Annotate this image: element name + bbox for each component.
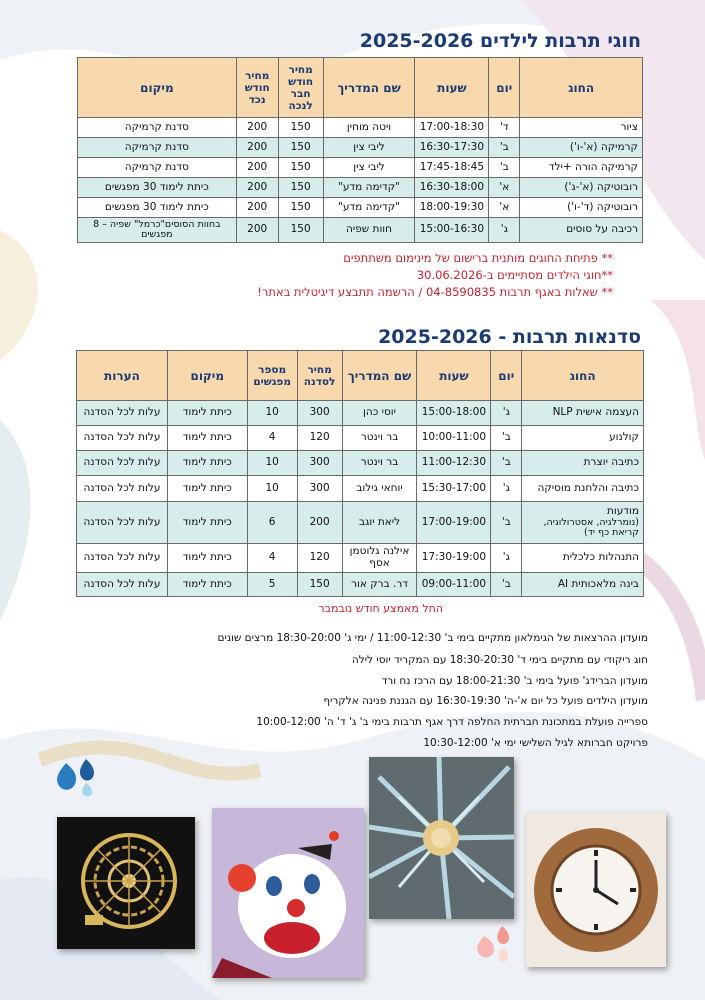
cell-instructor: בר וינטר [342, 451, 417, 476]
drops-decoration-icon [472, 924, 514, 964]
cell-instructor: בר וינטר [342, 426, 417, 451]
cell-location: כיתת לימוד [167, 502, 247, 544]
cell-sessions: 10 [247, 401, 297, 426]
cell-location: כיתת לימוד 30 מפגשים [78, 198, 237, 218]
clown-painting-image [212, 808, 364, 978]
cell-day: א' [489, 198, 520, 218]
table-row [78, 218, 643, 243]
cell-price: 200 [297, 502, 342, 544]
cell-class: העצמה אישית NLP [522, 401, 644, 426]
cell-grandchild-price: 200 [236, 218, 278, 243]
cell-class: קרמיקה הורה +ילד [520, 158, 643, 178]
club-line-lectures: מועדון ההרצאות של הגימלאון מתקיים בימי ב' 11:00-12:30 / ימי ג' 18:30-20:00 מרצים שונים [217, 632, 648, 644]
cell-class: רובוטיקה (א'-ג') [520, 178, 643, 198]
cell-price: 300 [297, 476, 342, 502]
note-min-participants: ** פתיחת החוגים מותנית ברישום של מינימום משתתפים [343, 251, 613, 265]
cell-day: ב' [491, 426, 522, 451]
cell-grandchild-price: 200 [236, 198, 278, 218]
cell-class-subtitle: (נומרלגיה, אסטרולוגיה, קריאת כף יד) [543, 516, 639, 539]
cell-instructor: ויטה מוחין [323, 118, 415, 138]
cell-day: ב' [489, 138, 520, 158]
cell-hours: 17:30-19:00 [417, 544, 491, 573]
cell-location: כיתת לימוד [167, 401, 247, 426]
cell-day: ג' [491, 476, 522, 502]
cell-hours: 15:00-18:00 [417, 401, 491, 426]
cell-class: כתיבה יוצרת [522, 451, 644, 476]
cell-hours: 16:30-18:00 [415, 178, 489, 198]
photo-filigree-pendant [57, 817, 195, 949]
cell-member-price: 150 [278, 218, 323, 243]
cell-instructor: "קדימה מדע" [323, 198, 415, 218]
col-header-day: יום [489, 58, 520, 118]
cell-sessions: 10 [247, 476, 297, 502]
cell-price: 120 [297, 426, 342, 451]
table-header-row [78, 58, 643, 118]
cell-instructor: דר. ברק אור [342, 573, 417, 597]
cell-grandchild-price: 200 [236, 138, 278, 158]
table-row [78, 198, 643, 218]
cell-hours: 11:00-12:30 [417, 451, 491, 476]
cell-hours: 15:30-17:00 [417, 476, 491, 502]
drops-decoration-icon [52, 757, 100, 799]
cell-sessions: 5 [247, 573, 297, 597]
cell-day: ד' [489, 118, 520, 138]
note-contact: ** שאלות באגף תרבות 04-8590835 / הרשמה תתבצע דיגיטלית באתר! [257, 285, 613, 299]
workshops-start-note: החל מאמצע חודש נובמבר [318, 602, 443, 615]
cell-class [522, 502, 644, 544]
cell-class: קרמיקה (א'-ו') [520, 138, 643, 158]
cell-day: ב' [489, 158, 520, 178]
cell-remarks: עלות לכל הסדנה [77, 451, 168, 476]
table-row [78, 118, 643, 138]
cell-remarks: עלות לכל הסדנה [77, 401, 168, 426]
cell-grandchild-price: 200 [236, 118, 278, 138]
cell-day: ג' [491, 544, 522, 573]
photo-ceramic-plate [369, 757, 514, 919]
cell-hours: 15:00-16:30 [415, 218, 489, 243]
col-header-hours: שעות [415, 58, 489, 118]
cell-price: 150 [297, 573, 342, 597]
col-header-day: יום [491, 351, 522, 401]
cell-instructor: אילנה גלוטמן אסף [342, 544, 417, 573]
cell-location: כיתת לימוד 30 מפגשים [78, 178, 237, 198]
cell-instructor: ליבי צין [323, 158, 415, 178]
cell-location: כיתת לימוד [167, 476, 247, 502]
cell-sessions: 4 [247, 426, 297, 451]
wooden-clock-image [526, 812, 666, 967]
cell-instructor: יוחאי גילוב [342, 476, 417, 502]
cell-day: ג' [491, 401, 522, 426]
cell-location: סדנת קרמיקה [78, 118, 237, 138]
cell-day: א' [489, 178, 520, 198]
col-header-price: מחיר לסדנה [297, 351, 342, 401]
cell-price: 300 [297, 451, 342, 476]
cell-hours: 17:45-18:45 [415, 158, 489, 178]
cell-member-price: 150 [278, 138, 323, 158]
cell-location: כיתת לימוד [167, 426, 247, 451]
cell-remarks: עלות לכל הסדנה [77, 426, 168, 451]
cell-location: בחוות הסוסים"כרמל" שפיה – 8 מפגשים [78, 218, 237, 243]
table-row [78, 158, 643, 178]
table-row [78, 138, 643, 158]
club-line-bridge: מועדון הברידג' פועל בימי ב' 18:00-21:30 עם הרכז נח ורד [381, 675, 648, 687]
table-row [77, 401, 644, 426]
cell-class: רובוטיקה (ד'-ו') [520, 198, 643, 218]
col-header-instructor: שם המדריך [323, 58, 415, 118]
col-header-sessions: מספר מפגשים [247, 351, 297, 401]
filigree-pendant-image [57, 817, 195, 949]
table-row [77, 544, 644, 573]
note-end-date: **חוגי הילדים מסתיימים ב-30.06.2026 [416, 268, 613, 282]
cell-member-price: 150 [278, 198, 323, 218]
cell-member-price: 150 [278, 158, 323, 178]
cell-instructor: חוות שפיה [323, 218, 415, 243]
table-row [78, 178, 643, 198]
children-classes-table [77, 57, 643, 243]
table-row [77, 426, 644, 451]
cell-location: סדנת קרמיקה [78, 138, 237, 158]
cell-remarks: עלות לכל הסדנה [77, 476, 168, 502]
cell-sessions: 6 [247, 502, 297, 544]
col-header-remarks: הערות [77, 351, 168, 401]
cell-day: ג' [489, 218, 520, 243]
cell-hours: 09:00-11:00 [417, 573, 491, 597]
section1-title: חוגי תרבות לילדים 2025-2026 [359, 30, 641, 52]
cell-class: ציור [520, 118, 643, 138]
cell-location: כיתת לימוד [167, 573, 247, 597]
cell-price: 120 [297, 544, 342, 573]
cell-sessions: 4 [247, 544, 297, 573]
cell-grandchild-price: 200 [236, 178, 278, 198]
cell-hours: 17:00-18:30 [415, 118, 489, 138]
cell-grandchild-price: 200 [236, 158, 278, 178]
table-row [77, 476, 644, 502]
cell-hours: 17:00-19:00 [417, 502, 491, 544]
col-header-instructor: שם המדריך [342, 351, 417, 401]
cell-class: בינה מלאכותית AI [522, 573, 644, 597]
club-line-folk-dance: חוג ריקודי עם מתקיים בימי ד' 18:30-20:30 עם המקריד יוסי לילה [351, 654, 648, 666]
section2-title: סדנאות תרבות - 2025-2026 [378, 326, 641, 348]
col-header-class: החוג [522, 351, 644, 401]
cell-class: קולנוע [522, 426, 644, 451]
ceramic-plate-image [369, 757, 514, 919]
cell-hours: 16:30-17:30 [415, 138, 489, 158]
cell-hours: 18:00-19:30 [415, 198, 489, 218]
cell-location: כיתת לימוד [167, 451, 247, 476]
cell-remarks: עלות לכל הסדנה [77, 502, 168, 544]
cell-class: רכיבה על סוסים [520, 218, 643, 243]
col-header-location: מיקום [78, 58, 237, 118]
cell-sessions: 10 [247, 451, 297, 476]
cell-day: ב' [491, 573, 522, 597]
cell-hours: 10:00-11:00 [417, 426, 491, 451]
col-header-class: החוג [520, 58, 643, 118]
cell-class: התנהלות כלכלית [522, 544, 644, 573]
cell-location: כיתת לימוד [167, 544, 247, 573]
cell-day: ב' [491, 451, 522, 476]
cell-location: סדנת קרמיקה [78, 158, 237, 178]
cell-class-title: מודעות [606, 505, 639, 518]
cell-member-price: 150 [278, 118, 323, 138]
table-header-row [77, 351, 644, 401]
table-row [77, 451, 644, 476]
cell-day: ב' [491, 502, 522, 544]
workshops-table [76, 350, 644, 597]
photo-wooden-clock [526, 812, 666, 967]
cell-price: 300 [297, 401, 342, 426]
col-header-grandchild-price: מחיר חודש נכד [236, 58, 278, 118]
cell-instructor: ליבי צין [323, 138, 415, 158]
cell-instructor: ליאת יוגב [342, 502, 417, 544]
col-header-hours: שעות [417, 351, 491, 401]
cell-member-price: 150 [278, 178, 323, 198]
cell-instructor: יוסי כהן [342, 401, 417, 426]
cell-remarks: עלות לכל הסדנה [77, 573, 168, 597]
table-row [77, 573, 644, 597]
photo-clown-painting [212, 808, 364, 978]
col-header-location: מיקום [167, 351, 247, 401]
cell-instructor: "קדימה מדע" [323, 178, 415, 198]
col-header-member-price: מחיר חודש חבר לנכה [278, 58, 323, 118]
cell-remarks: עלות לכל הסדנה [77, 544, 168, 573]
club-line-kids-club: מועדון הילדים פועל כל יום א'-ה' 16:30-19:30 עם הגננת פנינה אלקריף [323, 695, 648, 707]
club-line-library: ספרייה פועלת במתכונת חברתית החלפה דרך אגף תרבות בימי ב' ג' ד' ה' 10:00-12:00 [256, 716, 648, 728]
club-line-senior-project: פרויקט חברותא לגיל השלישי ימי א' 10:30-12:00 [423, 737, 648, 749]
table-row [77, 502, 644, 544]
cell-class: כתיבה והלחנת מוסיקה [522, 476, 644, 502]
